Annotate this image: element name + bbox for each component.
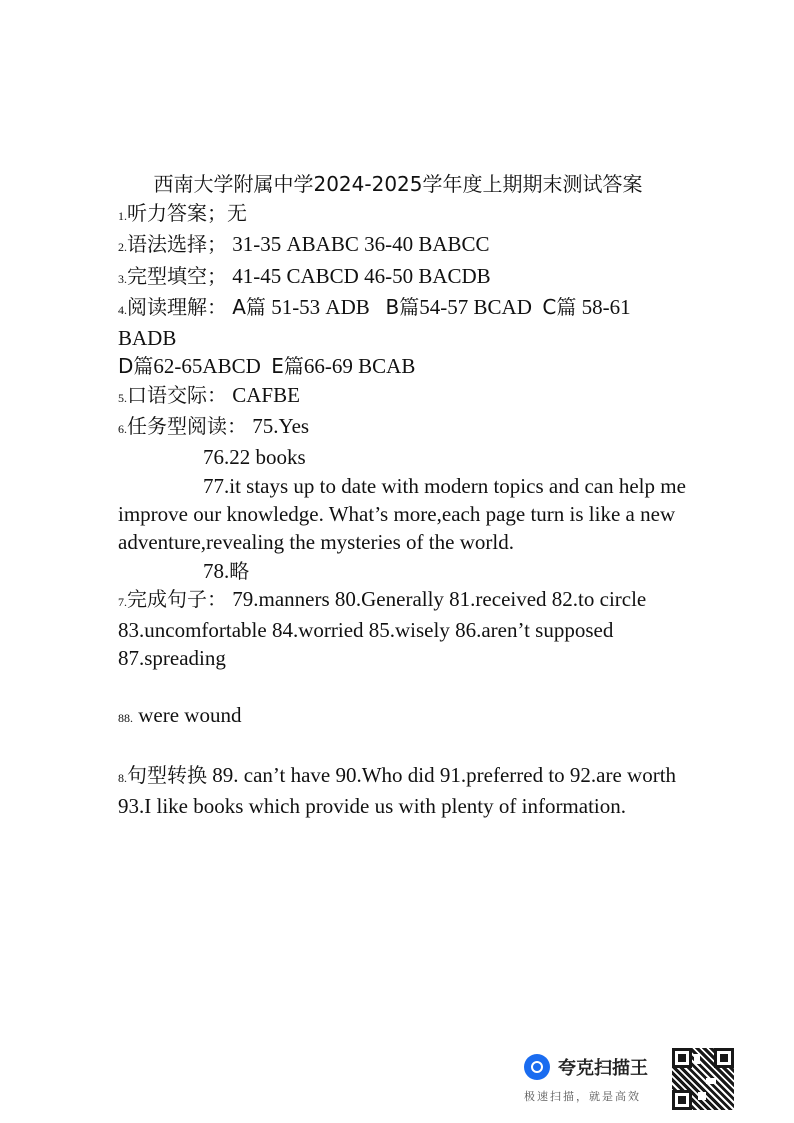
item-number: 88. — [118, 711, 133, 726]
passage-a-label: A篇 — [232, 294, 266, 319]
item-4-continued — [118, 352, 688, 380]
watermark-brand: 夸克扫描王 — [558, 1058, 648, 1079]
answer-77-text: 77.it stays up to date with modern topics and can help me improve our knowledge. What’s more,each page turn is like a new adventure,revealing the mysteries of the world. — [118, 473, 686, 555]
item-5 — [118, 381, 688, 412]
item-label: 听力答案； — [127, 201, 227, 225]
item-8 — [118, 761, 688, 821]
item-number: 4. — [118, 302, 127, 317]
passage-e-answer: 66-69 BCAB — [303, 354, 416, 379]
answer-75: 75.Yes — [252, 414, 310, 439]
quark-logo-icon — [524, 1054, 550, 1080]
answer-document — [118, 170, 688, 820]
item-label: 任务型阅读： — [127, 414, 247, 439]
document-title: 西南大学附属中学2024-2025学年度上期期末测试答案 — [153, 172, 643, 196]
item-answer: CAFBE — [232, 382, 300, 407]
item-number: 6. — [118, 422, 127, 437]
item-number: 2. — [118, 240, 127, 255]
answer-78-number: 78. — [203, 558, 230, 583]
item-answer: 41-45 CABCD 46-50 BACDB — [232, 263, 491, 288]
passage-d-answer: 62-65ABCD — [153, 354, 261, 379]
watermark-slogan: 极速扫描，就是高效 — [524, 1090, 641, 1103]
item-label: 口语交际： — [127, 382, 227, 407]
item-answer: 89. can’t have 90.Who did 91.preferred to 92.are worth 93.I like books which provide us with plenty of information. — [118, 762, 677, 818]
item-label: 完型填空； — [127, 263, 227, 288]
item-answer: 无 — [227, 201, 247, 225]
qr-code-icon — [672, 1048, 734, 1110]
item-label: 句型转换 — [127, 762, 207, 787]
item-1 — [118, 199, 688, 230]
item-7 — [118, 585, 688, 673]
passage-b-answer: 54-57 BCAD — [419, 294, 532, 319]
answer-76: 76.22 books — [203, 445, 306, 470]
item-3 — [118, 262, 688, 293]
item-88 — [118, 701, 688, 732]
spacer — [118, 673, 688, 701]
answer-77 — [118, 472, 688, 557]
item-number: 8. — [118, 770, 127, 785]
scanner-watermark — [520, 1048, 740, 1112]
item-answer: were wound — [138, 703, 242, 728]
item-answer: 79.manners 80.Generally 81.received 82.to circle 83.uncomfortable 84.worried 85.wisely 86.aren’t supposed 87.spreading — [118, 586, 647, 671]
item-number: 5. — [118, 390, 127, 405]
item-4 — [118, 293, 688, 353]
item-number: 7. — [118, 594, 127, 609]
spacer — [118, 732, 688, 760]
answer-78-text: 略 — [229, 558, 250, 583]
passage-c-answer: 58-61 BADB — [118, 294, 631, 351]
passage-a-answer: 51-53 ADB — [271, 294, 370, 319]
item-answer: 31-35 ABABC 36-40 BABCC — [232, 232, 490, 257]
passage-b-label: B篇 — [385, 294, 420, 319]
item-label: 完成句子： — [127, 586, 227, 611]
passage-e-label: E篇 — [271, 354, 304, 379]
item-number: 1. — [118, 209, 127, 223]
item-6 — [118, 412, 688, 443]
passage-c-label: C篇 — [542, 294, 577, 319]
item-label: 阅读理解： — [127, 294, 227, 319]
item-number: 3. — [118, 271, 127, 286]
answer-78 — [118, 557, 688, 585]
item-2 — [118, 230, 688, 261]
passage-d-label: D篇 — [118, 354, 154, 379]
item-label: 语法选择； — [127, 232, 227, 257]
